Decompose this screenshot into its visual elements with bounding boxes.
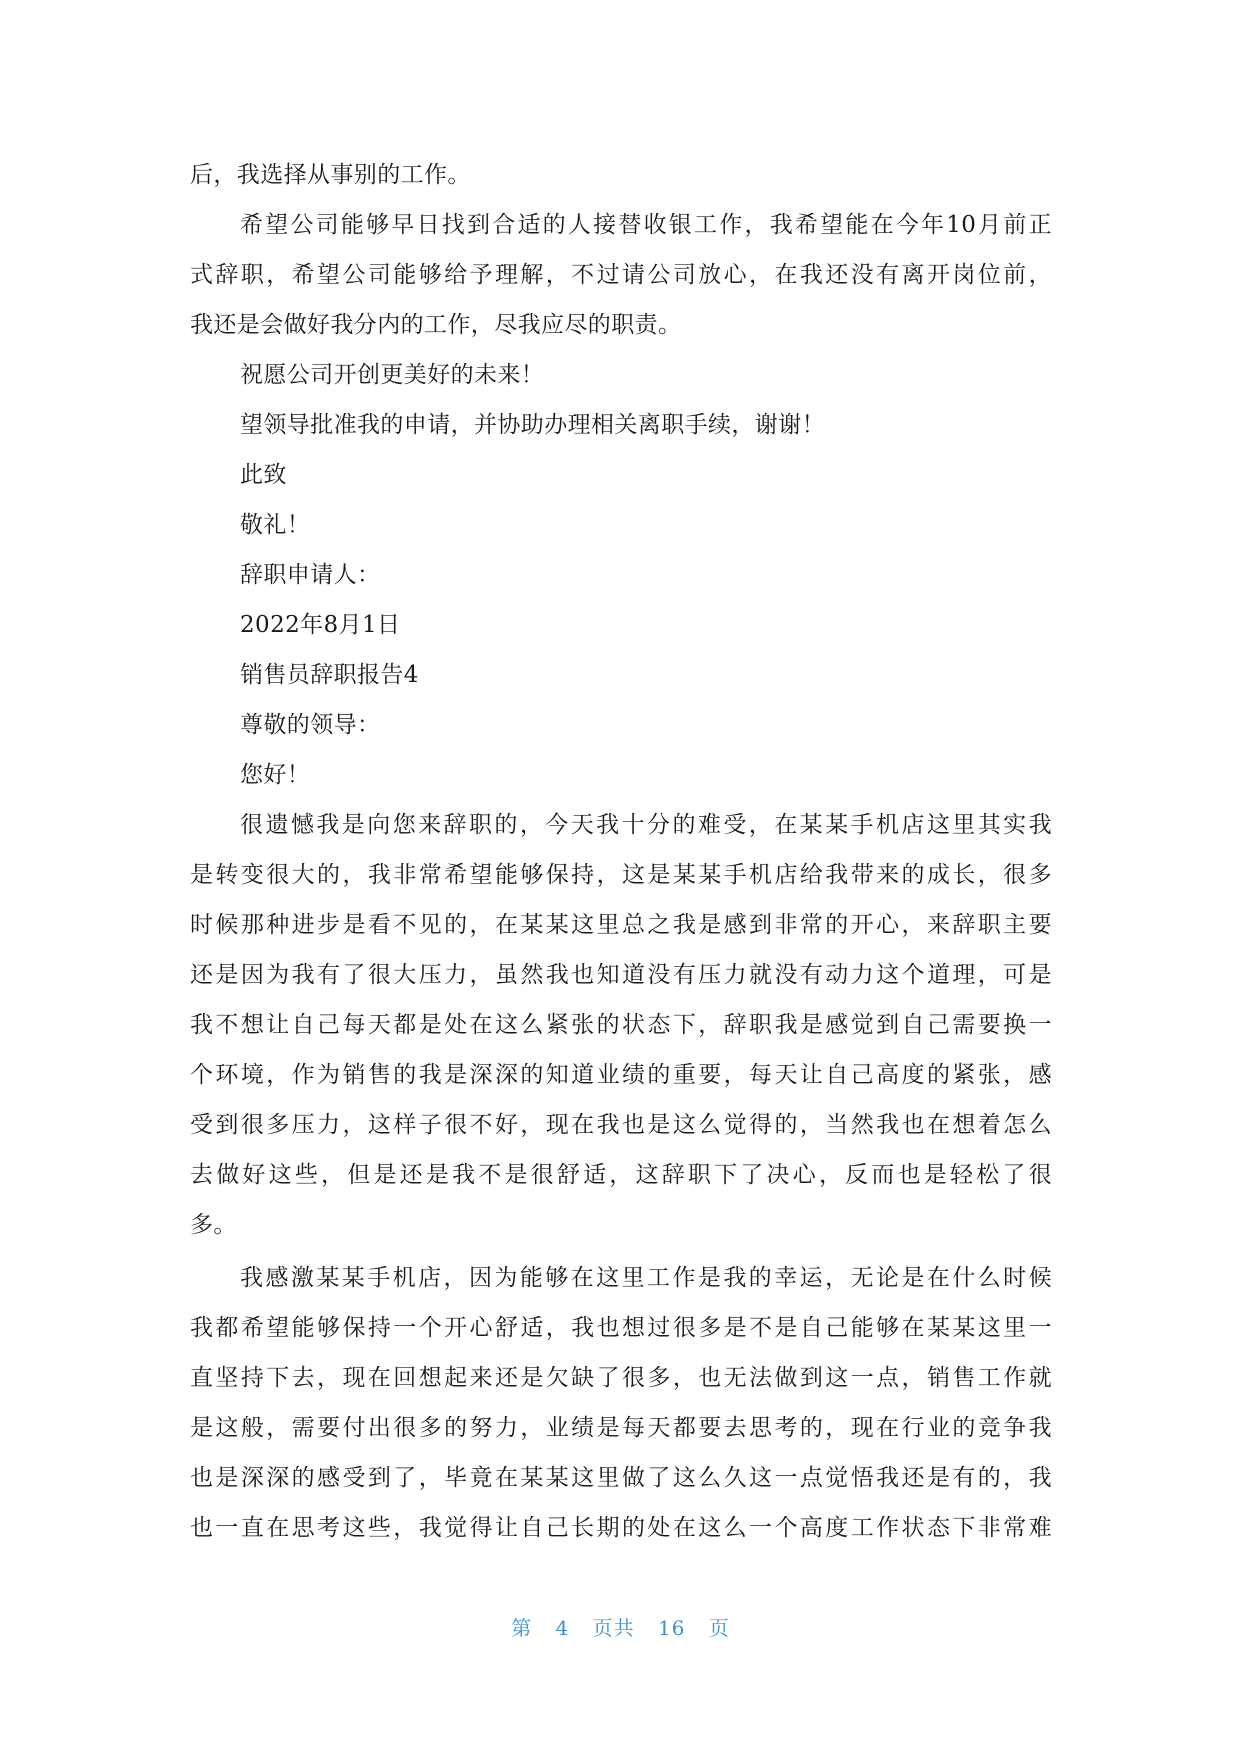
text-line: 此致	[240, 462, 287, 488]
text-line: 直坚持下去，现在回想起来还是欠缺了很多，也无法做到这一点，销售工作就	[190, 1365, 1052, 1391]
text-line: 多。	[190, 1212, 237, 1238]
text-line: 个环境，作为销售的我是深深的知道业绩的重要，每天让自己高度的紧张，感	[190, 1062, 1052, 1088]
text-line: 2022年8月1日	[240, 612, 401, 638]
footer-total-pages: 16	[658, 1616, 686, 1640]
text-line: 尊敬的领导：	[240, 712, 381, 738]
text-line: 我都希望能够保持一个开心舒适，我也想过很多是不是自己能够在某某这里一	[190, 1315, 1052, 1341]
footer-middle: 页共	[592, 1616, 635, 1640]
text-line: 时候那种进步是看不见的，在某某这里总之我是感到非常的开心，来辞职主要	[190, 912, 1052, 938]
text-line: 祝愿公司开创更美好的未来！	[240, 362, 545, 388]
text-line: 还是因为我有了很大压力，虽然我也知道没有压力就没有动力这个道理，可是	[190, 962, 1052, 988]
text-line: 我不想让自己每天都是处在这么紧张的状态下，辞职我是感觉到自己需要换一	[190, 1012, 1052, 1038]
text-line: 我感激某某手机店，因为能够在这里工作是我的幸运，无论是在什么时候	[240, 1265, 1052, 1291]
footer-suffix: 页	[708, 1616, 730, 1640]
text-line: 希望公司能够早日找到合适的人接替收银工作，我希望能在今年10月前正	[240, 212, 1052, 238]
text-line: 是这般，需要付出很多的努力，业绩是每天都要去思考的，现在行业的竞争我	[190, 1415, 1052, 1441]
document-body	[190, 150, 1052, 1553]
footer-current-page: 4	[555, 1616, 570, 1640]
text-line: 式辞职，希望公司能够给予理解，不过请公司放心，在我还没有离开岗位前，	[190, 262, 1052, 288]
text-line: 去做好这些，但是还是我不是很舒适，这辞职下了决心，反而也是轻松了很	[190, 1162, 1052, 1188]
text-line: 销售员辞职报告4	[240, 662, 419, 688]
text-line: 也一直在思考这些，我觉得让自己长期的处在这么一个高度工作状态下非常难	[190, 1515, 1052, 1541]
text-line: 是转变很大的，我非常希望能够保持，这是某某手机店给我带来的成长，很多	[190, 862, 1052, 888]
page-number-footer	[0, 1612, 1241, 1641]
text-line: 后，我选择从事别的工作。	[190, 162, 471, 188]
text-line: 辞职申请人：	[240, 562, 381, 588]
text-line: 您好！	[240, 762, 311, 788]
text-line: 敬礼！	[240, 512, 311, 538]
text-line: 望领导批准我的申请，并协助办理相关离职手续，谢谢！	[240, 412, 825, 438]
text-line: 也是深深的感受到了，毕竟在某某这里做了这么久这一点觉悟我还是有的，我	[190, 1465, 1052, 1491]
footer-prefix: 第	[511, 1616, 533, 1640]
text-line: 受到很多压力，这样子很不好，现在我也是这么觉得的，当然我也在想着怎么	[190, 1112, 1052, 1138]
text-line: 我还是会做好我分内的工作，尽我应尽的职责。	[190, 312, 682, 338]
text-line: 很遗憾我是向您来辞职的，今天我十分的难受，在某某手机店这里其实我	[240, 812, 1052, 838]
